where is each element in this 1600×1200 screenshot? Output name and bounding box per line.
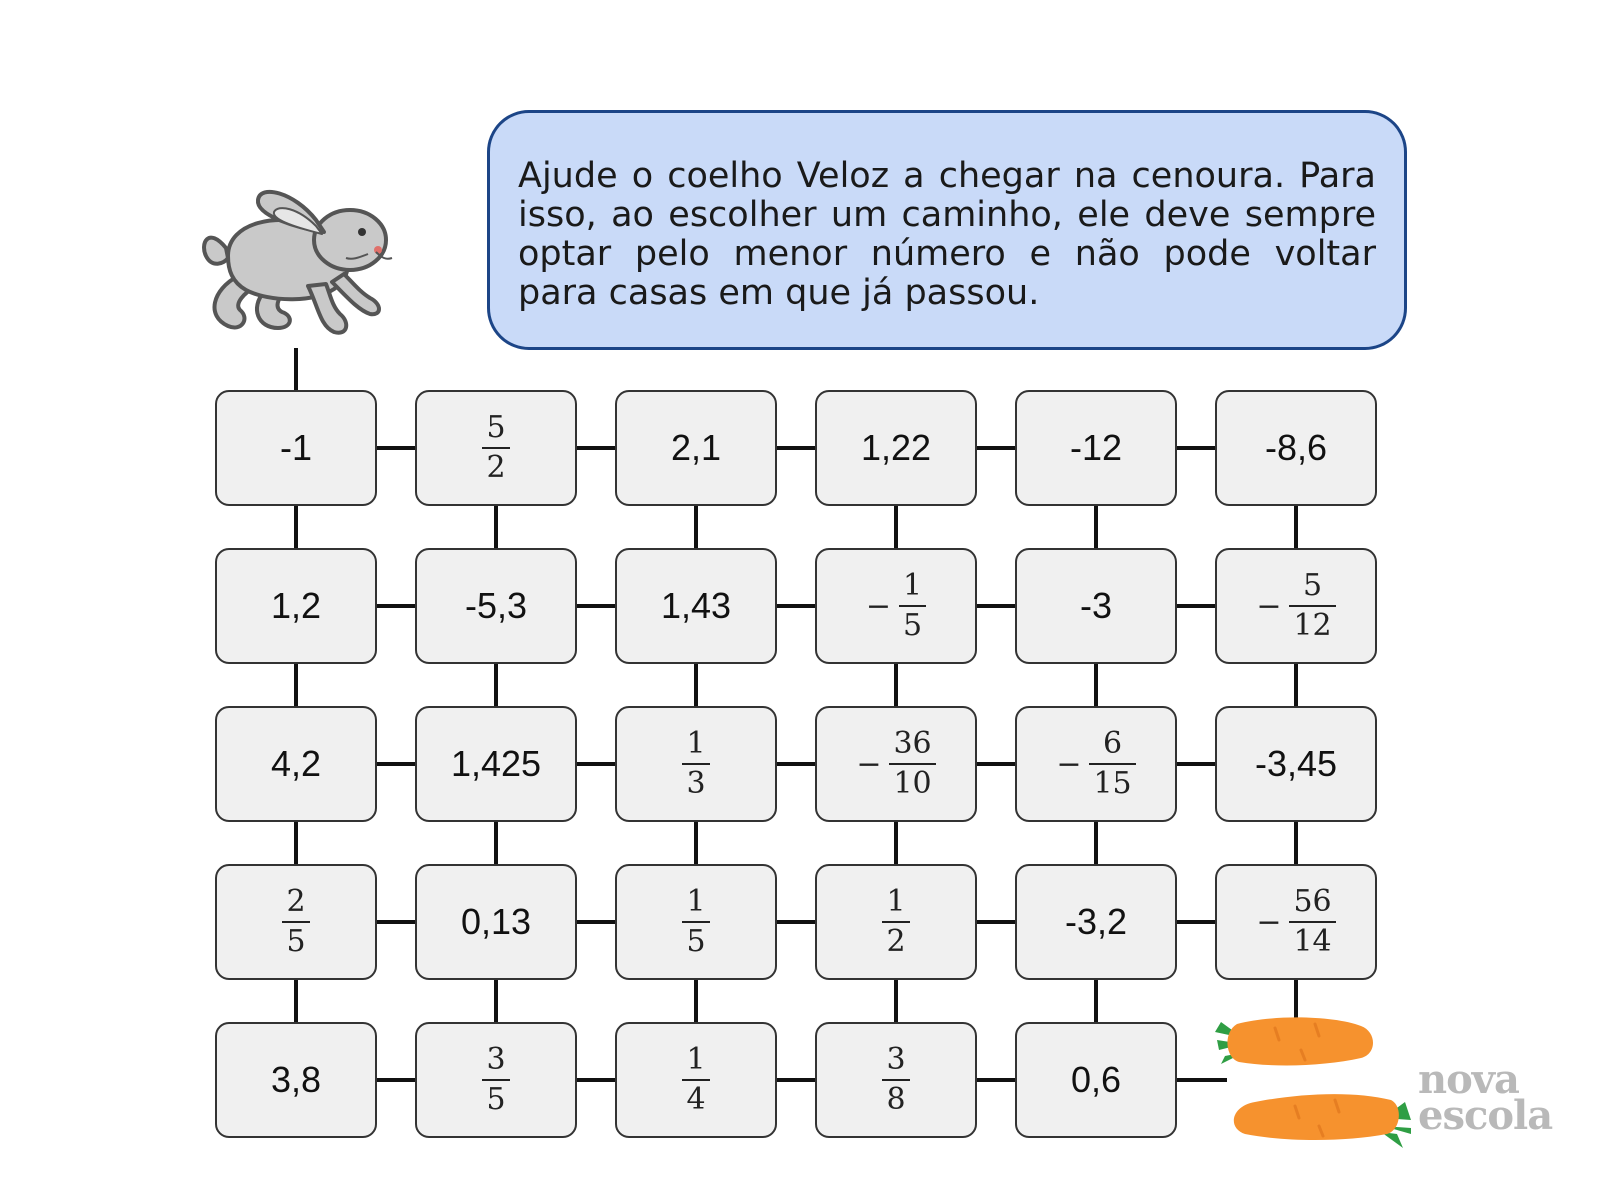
cell-value: 1,43 — [660, 585, 732, 626]
connector-v — [294, 822, 298, 864]
connector-v — [694, 980, 698, 1022]
numerator: 1 — [886, 884, 906, 919]
denominator: 2 — [486, 450, 506, 485]
cell-value: -8,6 — [1264, 427, 1328, 468]
fraction — [682, 725, 709, 803]
connector-v — [694, 822, 698, 864]
connector-h — [777, 762, 815, 766]
connector-v — [1294, 822, 1298, 864]
cell-value: 2,1 — [670, 427, 722, 468]
connector-h — [777, 920, 815, 924]
connector-v — [494, 664, 498, 706]
fraction — [882, 1041, 909, 1119]
numerator: 6 — [1103, 726, 1123, 761]
numerator: 2 — [286, 884, 306, 919]
numerator: 5 — [486, 410, 506, 445]
connector-h — [577, 1078, 615, 1082]
instructions-text: Ajude o coelho Veloz a chegar na cenoura. Para isso, ao escolher um caminho, ele deve sempre optar pelo menor número e não pode voltar para casas em que já passou. — [518, 156, 1376, 313]
connector-h — [577, 762, 615, 766]
connector-v — [494, 506, 498, 548]
start-connector — [294, 348, 298, 390]
connector-v — [1094, 506, 1098, 548]
denominator: 8 — [886, 1082, 906, 1117]
numerator: 3 — [486, 1042, 506, 1077]
grid-cell[interactable] — [1015, 548, 1177, 664]
grid-cell[interactable] — [615, 390, 777, 506]
grid-cell[interactable] — [415, 1022, 577, 1138]
denominator: 12 — [1293, 608, 1332, 643]
connector-v — [294, 506, 298, 548]
grid-cell[interactable] — [1215, 706, 1377, 822]
connector-h — [777, 1078, 815, 1082]
grid-cell[interactable] — [815, 706, 977, 822]
cell-value: -12 — [1069, 427, 1123, 468]
connector-v — [1094, 664, 1098, 706]
cell-value: 1,22 — [860, 427, 932, 468]
connector-v — [894, 506, 898, 548]
numerator: 3 — [886, 1042, 906, 1077]
grid-cell[interactable] — [1015, 390, 1177, 506]
cell-value: 4,2 — [270, 743, 322, 784]
connector-h — [1177, 446, 1215, 450]
grid-cell[interactable] — [215, 706, 377, 822]
fraction — [866, 567, 926, 645]
connector-v — [294, 664, 298, 706]
connector-h — [977, 762, 1015, 766]
logo-line-1: nova — [1418, 1056, 1519, 1103]
cell-value: 3,8 — [270, 1059, 322, 1100]
grid-cell[interactable] — [415, 864, 577, 980]
grid-cell[interactable] — [215, 864, 377, 980]
grid-cell[interactable] — [815, 1022, 977, 1138]
grid-cell[interactable] — [815, 864, 977, 980]
grid-cell[interactable] — [615, 548, 777, 664]
cell-value: -3 — [1079, 585, 1112, 626]
connector-v — [894, 822, 898, 864]
numerator: 1 — [686, 884, 706, 919]
denominator: 3 — [686, 766, 706, 801]
end-connector-v — [1294, 980, 1298, 1012]
grid-cell[interactable] — [1215, 864, 1377, 980]
connector-v — [894, 664, 898, 706]
denominator: 5 — [286, 924, 306, 959]
logo-line-2: escola — [1418, 1092, 1553, 1139]
numerator: 1 — [686, 726, 706, 761]
fraction — [282, 883, 309, 961]
connector-h — [977, 604, 1015, 608]
fraction — [856, 725, 935, 803]
minus-sign: − — [1256, 904, 1282, 940]
grid-cell[interactable] — [415, 548, 577, 664]
connector-v — [694, 664, 698, 706]
grid-cell[interactable] — [815, 548, 977, 664]
grid-cell[interactable] — [215, 548, 377, 664]
denominator: 10 — [893, 766, 932, 801]
cell-value: -5,3 — [464, 585, 528, 626]
connector-h — [977, 446, 1015, 450]
connector-h — [377, 762, 415, 766]
connector-v — [494, 822, 498, 864]
cell-value: -3,2 — [1064, 901, 1128, 942]
grid-cell[interactable] — [815, 390, 977, 506]
numerator: 36 — [893, 726, 932, 761]
connector-h — [577, 920, 615, 924]
connector-v — [494, 980, 498, 1022]
fraction — [1256, 567, 1335, 645]
denominator: 15 — [1093, 766, 1132, 801]
grid-cell[interactable] — [1215, 548, 1377, 664]
grid-cell[interactable] — [1215, 390, 1377, 506]
minus-sign: − — [1256, 588, 1282, 624]
connector-v — [1094, 822, 1098, 864]
grid-cell[interactable] — [615, 1022, 777, 1138]
nova-escola-logo — [1418, 1056, 1588, 1139]
connector-h — [1177, 604, 1215, 608]
connector-h — [577, 604, 615, 608]
denominator: 14 — [1293, 924, 1332, 959]
cell-value: 1,2 — [270, 585, 322, 626]
grid-cell[interactable] — [615, 706, 777, 822]
fraction — [682, 883, 709, 961]
grid-cell[interactable] — [1015, 706, 1177, 822]
connector-v — [894, 980, 898, 1022]
numerator: 56 — [1293, 884, 1332, 919]
numerator: 1 — [686, 1042, 706, 1077]
connector-h — [777, 604, 815, 608]
connector-h — [977, 1078, 1015, 1082]
denominator: 2 — [886, 924, 906, 959]
grid-cell[interactable] — [415, 390, 577, 506]
minus-sign: − — [856, 746, 882, 782]
connector-h — [377, 1078, 415, 1082]
connector-v — [1294, 506, 1298, 548]
connector-v — [1094, 980, 1098, 1022]
connector-h — [777, 446, 815, 450]
fraction — [1056, 725, 1135, 803]
minus-sign: − — [1056, 746, 1082, 782]
cell-value: 1,425 — [450, 743, 542, 784]
fraction — [482, 409, 509, 487]
grid-cell[interactable] — [1015, 864, 1177, 980]
numerator: 1 — [903, 568, 923, 603]
connector-v — [1294, 664, 1298, 706]
connector-h — [577, 446, 615, 450]
grid-cell[interactable] — [615, 864, 777, 980]
fraction — [1256, 883, 1335, 961]
denominator: 5 — [486, 1082, 506, 1117]
grid-cell[interactable] — [215, 1022, 377, 1138]
denominator: 4 — [686, 1082, 706, 1117]
connector-h — [1177, 920, 1215, 924]
connector-h — [377, 446, 415, 450]
cell-value: -3,45 — [1254, 743, 1338, 784]
numerator: 5 — [1303, 568, 1323, 603]
denominator: 5 — [686, 924, 706, 959]
cell-value: 0,6 — [1070, 1059, 1122, 1100]
carrots-icon — [1215, 1010, 1415, 1160]
grid-cell[interactable] — [215, 390, 377, 506]
cell-value: -1 — [279, 427, 312, 468]
grid-cell[interactable] — [415, 706, 577, 822]
connector-v — [294, 980, 298, 1022]
grid-cell[interactable] — [1015, 1022, 1177, 1138]
fraction — [482, 1041, 509, 1119]
connector-h — [377, 604, 415, 608]
connector-h — [977, 920, 1015, 924]
cell-value: 0,13 — [460, 901, 532, 942]
connector-v — [694, 506, 698, 548]
fraction — [882, 883, 909, 961]
minus-sign: − — [865, 588, 892, 624]
connector-h — [1177, 762, 1215, 766]
connector-h — [377, 920, 415, 924]
fraction — [682, 1041, 709, 1119]
denominator: 5 — [903, 608, 923, 643]
